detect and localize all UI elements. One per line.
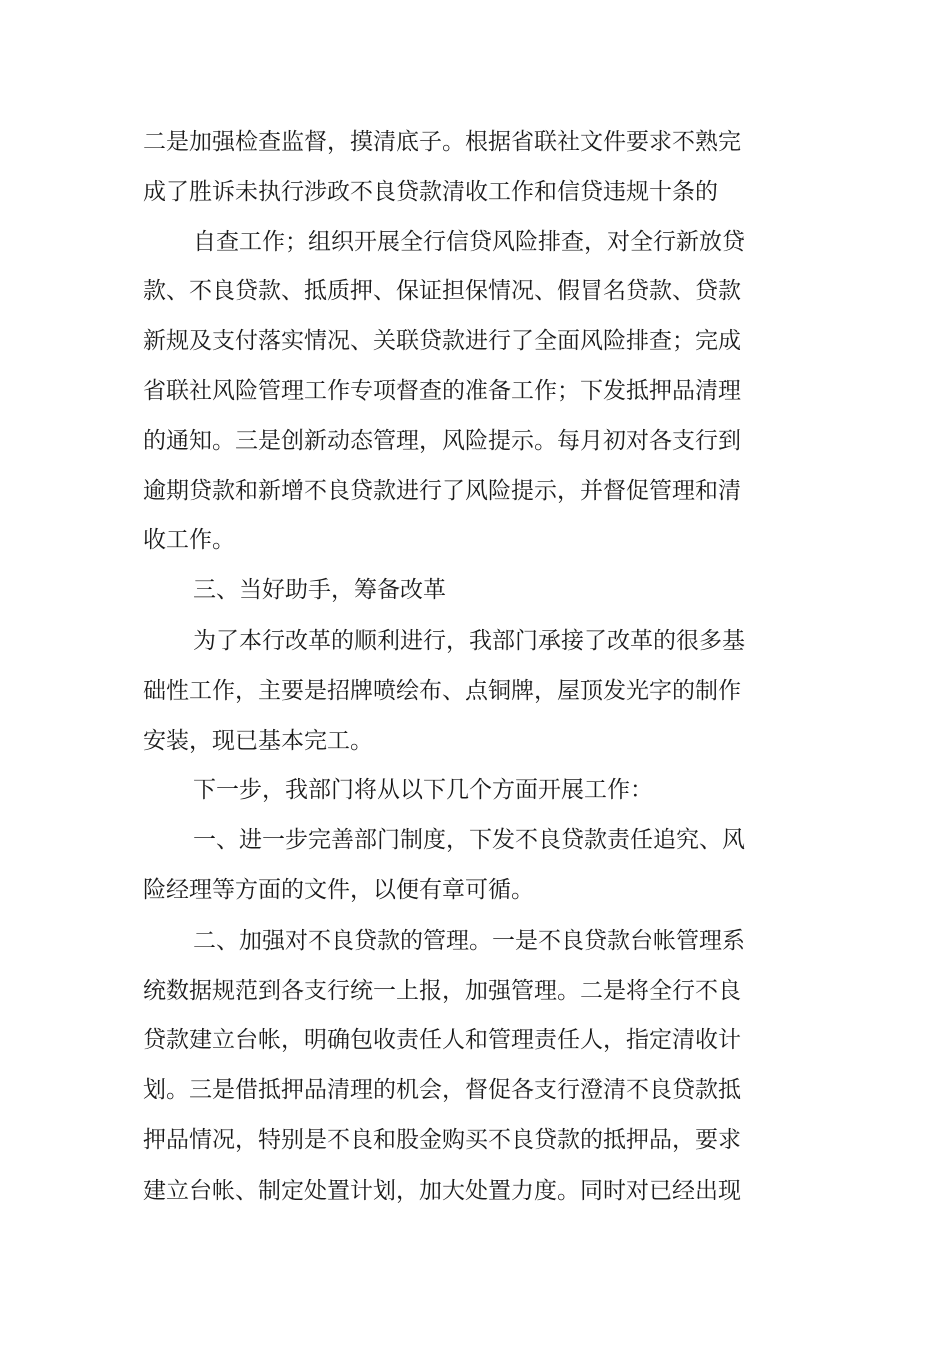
text-line: 款、不良贷款、抵质押、保证担保情况、假冒名贷款、贷款 xyxy=(143,278,741,304)
text-line: 收工作。 xyxy=(143,527,235,553)
text-line: 为了本行改革的顺利进行，我部门承接了改革的很多基 xyxy=(193,628,745,654)
text-line: 础性工作，主要是招牌喷绘布、点铜牌，屋顶发光字的制作 xyxy=(143,678,741,704)
text-line: 新规及支付落实情况、关联贷款进行了全面风险排查；完成 xyxy=(143,328,741,354)
text-line: 建立台帐、制定处置计划，加大处置力度。同时对已经出现 xyxy=(143,1178,741,1204)
text-line: 安装，现已基本完工。 xyxy=(143,728,373,754)
text-line: 二是加强检查监督，摸清底子。根据省联社文件要求不熟完 xyxy=(143,129,741,155)
text-line: 下一步，我部门将从以下几个方面开展工作： xyxy=(193,777,653,803)
section-heading: 三、当好助手，筹备改革 xyxy=(193,577,446,603)
text-line: 一、进一步完善部门制度，下发不良贷款责任追究、风 xyxy=(193,827,745,853)
text-line: 自查工作；组织开展全行信贷风险排查，对全行新放贷 xyxy=(193,229,745,255)
text-line: 省联社风险管理工作专项督查的准备工作；下发抵押品清理 xyxy=(143,378,741,404)
text-line: 贷款建立台帐，明确包收责任人和管理责任人，指定清收计 xyxy=(143,1027,741,1053)
text-line: 的通知。三是创新动态管理，风险提示。每月初对各支行到 xyxy=(143,428,741,454)
text-line: 险经理等方面的文件，以便有章可循。 xyxy=(143,877,534,903)
text-line: 逾期贷款和新增不良贷款进行了风险提示，并督促管理和清 xyxy=(143,478,741,504)
text-line: 二、加强对不良贷款的管理。一是不良贷款台帐管理系 xyxy=(193,928,745,954)
text-line: 划。三是借抵押品清理的机会，督促各支行澄清不良贷款抵 xyxy=(143,1077,741,1103)
text-line: 统数据规范到各支行统一上报，加强管理。二是将全行不良 xyxy=(143,978,741,1004)
text-line: 押品情况，特别是不良和股金购买不良贷款的抵押品，要求 xyxy=(143,1127,741,1153)
text-line: 成了胜诉未执行涉政不良贷款清收工作和信贷违规十条的 xyxy=(143,179,718,205)
